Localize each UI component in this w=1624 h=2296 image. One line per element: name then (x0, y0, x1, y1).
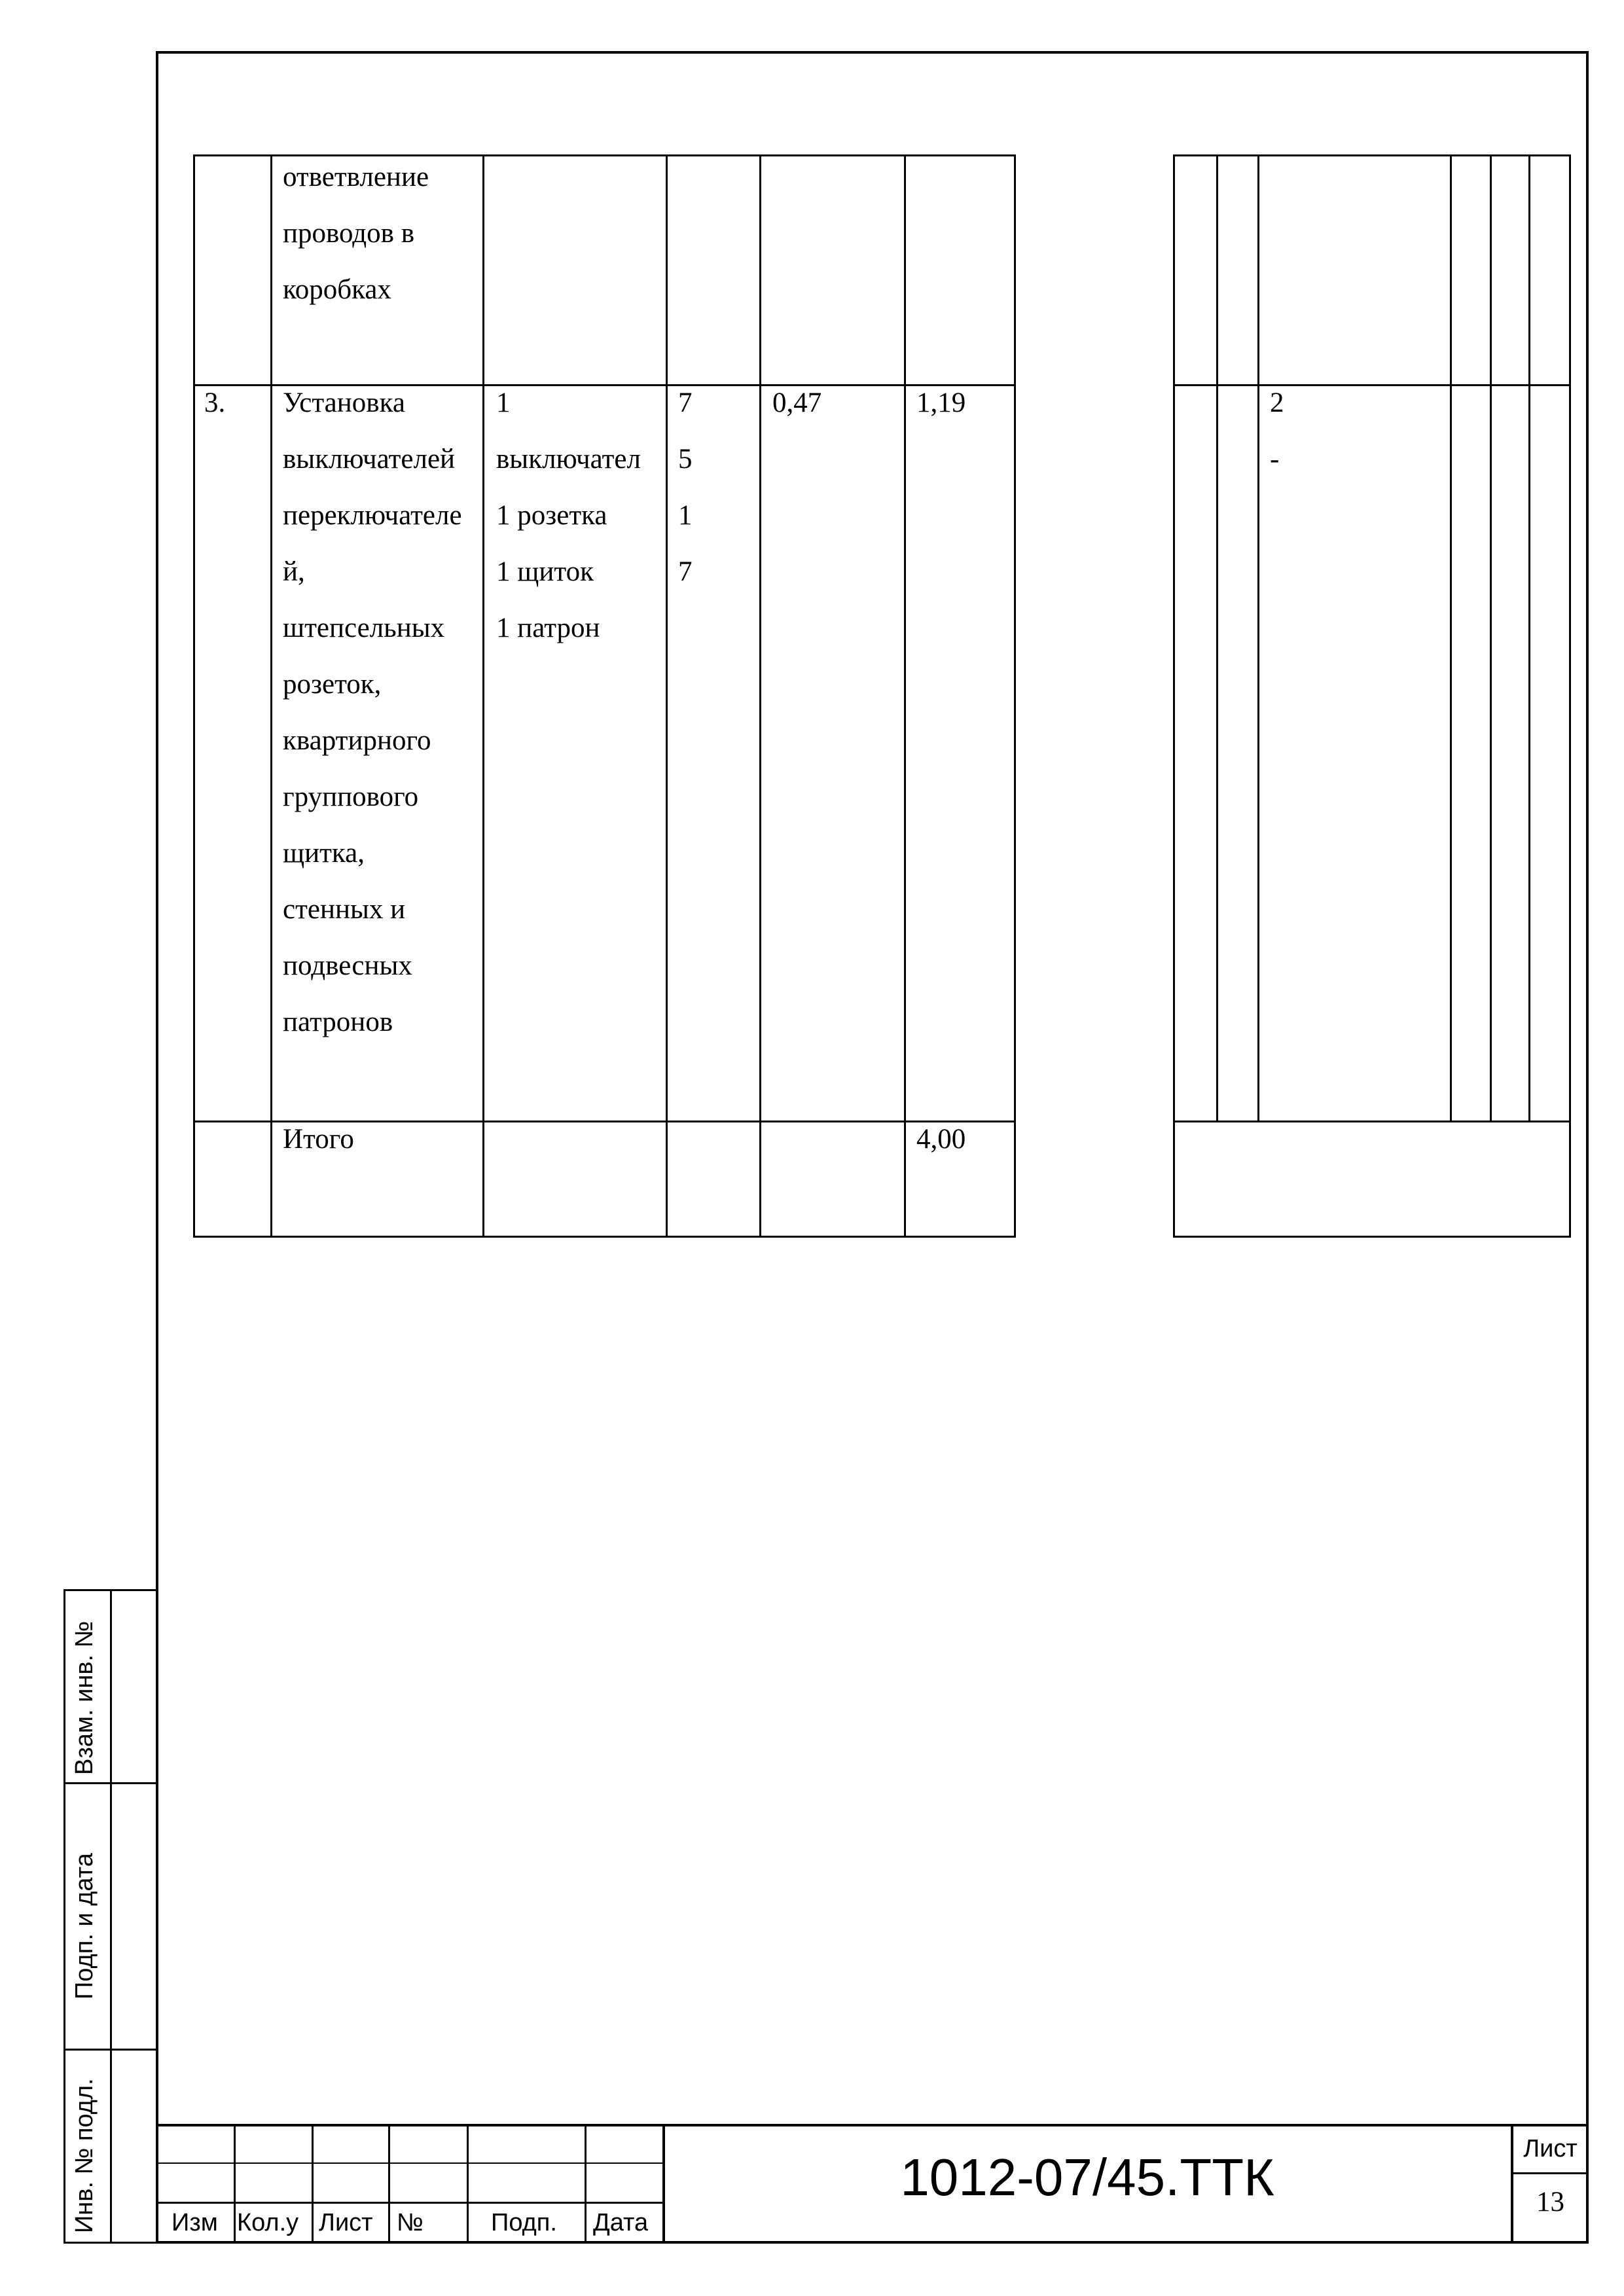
table-cell-name: группового (283, 781, 419, 812)
table-line (1174, 384, 1571, 386)
table-cell-unit: выключател (496, 444, 641, 475)
title-block-line (388, 2124, 390, 2242)
table-line (1216, 154, 1218, 1122)
stamp-line (63, 1589, 65, 2244)
title-block-line (467, 2124, 469, 2242)
table-cell-name: стенных и (283, 894, 406, 925)
table-line (759, 154, 761, 1238)
title-block-line (585, 2124, 586, 2242)
table-cell-qty: 7 (678, 387, 693, 418)
table-cell-name: щитка, (283, 838, 365, 869)
table-cell-qty: 1 (678, 500, 693, 531)
title-block-header-change: Изм (171, 2209, 218, 2236)
stamp-label-signature-date: Подп. и дата (71, 1853, 98, 2000)
table-cell-total-label: Итого (283, 1124, 354, 1155)
table-cell-total-labor: 4,00 (916, 1124, 966, 1155)
title-block-line (234, 2124, 236, 2242)
table-cell-unit: 1 (496, 387, 511, 418)
stamp-line (110, 1589, 112, 2244)
sheet-number: 13 (1536, 2187, 1564, 2217)
table-cell-name: коробках (283, 274, 391, 305)
stamp-label-original-inv: Инв. № подл. (71, 2078, 98, 2233)
title-block-header-signature: Подп. (491, 2209, 557, 2236)
table-cell-workers: 2 (1270, 387, 1284, 418)
table-line (1174, 1236, 1571, 1238)
table-cell-norm: 0,47 (772, 387, 822, 418)
frame-left (156, 51, 158, 2244)
table-cell-unit: 1 патрон (496, 613, 600, 643)
table-line (270, 154, 272, 1238)
table-cell-name: розеток, (283, 669, 382, 700)
table-cell-qty: 7 (678, 556, 693, 587)
frame-top (156, 51, 1589, 54)
title-block-header-date: Дата (593, 2209, 649, 2236)
table-cell-name: й, (283, 556, 305, 587)
table-line (1257, 154, 1259, 1122)
table-line (666, 154, 668, 1238)
title-block-line (1511, 2172, 1587, 2174)
title-block-header-quantity: Кол.у (237, 2209, 299, 2236)
table-cell-name: Установка (283, 387, 405, 418)
table-line (482, 154, 484, 1238)
table-line (1174, 1121, 1571, 1122)
table-cell-name: ответвление (283, 162, 429, 192)
table-cell-number: 3. (204, 387, 226, 418)
table-line (1014, 154, 1016, 1238)
table-line (1450, 154, 1452, 1122)
table-line (1528, 154, 1530, 1122)
table-line (1490, 154, 1492, 1122)
table-line (904, 154, 906, 1238)
table-line (1173, 154, 1175, 1238)
document-designation: 1012-07/45.ТТК (900, 2148, 1274, 2206)
table-cell-labor: 1,19 (916, 387, 966, 418)
table-line (193, 154, 195, 1238)
table-cell-unit: 1 розетка (496, 500, 607, 531)
title-block-header-sheet: Лист (319, 2209, 373, 2236)
title-block-header-doc-number: № (397, 2209, 424, 2236)
table-cell-name: выключателей (283, 444, 456, 475)
stamp-label-replacement-inv: Взам. инв. № (71, 1621, 98, 1775)
table-cell-name: проводов в (283, 218, 415, 249)
title-block-line (157, 2124, 1587, 2126)
table-line (1174, 154, 1571, 156)
table-line (193, 1236, 1015, 1238)
frame-right (1586, 51, 1589, 2244)
table-cell-qty: 5 (678, 444, 693, 475)
table-cell-name: патронов (283, 1007, 393, 1037)
table-cell-name: квартирного (283, 725, 431, 756)
sheet-label: Лист (1523, 2135, 1578, 2162)
table-line (1569, 154, 1571, 1238)
table-cell-name: переключателе (283, 500, 462, 531)
table-cell-unit: 1 щиток (496, 556, 594, 587)
table-cell-name: штепсельных (283, 613, 445, 643)
table-cell-workers: - (1270, 444, 1280, 475)
title-block-line (312, 2124, 314, 2242)
table-cell-name: подвесных (283, 950, 412, 981)
